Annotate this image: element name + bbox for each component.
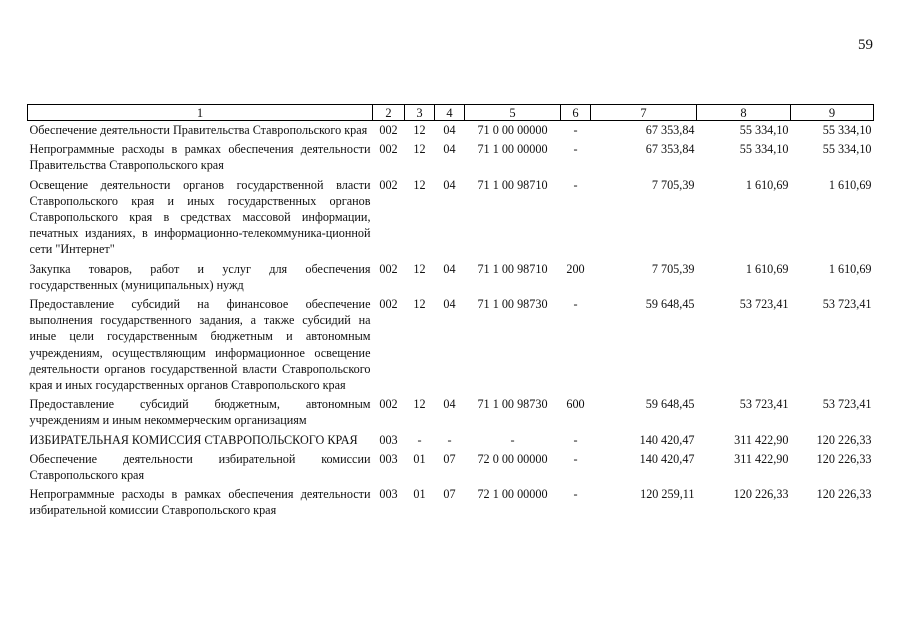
amount-col-8: 311 422,90 — [734, 451, 789, 466]
subsection-code: 04 — [443, 397, 456, 412]
row-name: Непрограммные расходы в рамках обеспечения деятельности избирательной комиссии Ставропольского края — [29, 487, 371, 518]
amount-col-7: 67 353,84 — [645, 123, 695, 137]
section-code: 01 — [413, 487, 426, 502]
amount-col-9: 55 334,10 — [822, 142, 872, 157]
amount-col-9: 120 226,33 — [816, 432, 872, 447]
subsection-code: 04 — [443, 297, 456, 312]
amount-col-8: 55 334,10 — [739, 142, 789, 157]
amount-col-8: 1 610,69 — [745, 261, 789, 276]
amount-col-8: 55 334,10 — [739, 123, 789, 137]
chapter-code: 003 — [379, 487, 398, 502]
section-code: 01 — [413, 451, 426, 466]
chapter-code: 003 — [379, 451, 398, 466]
header-cell: 1 — [28, 105, 373, 121]
target-article-code: 71 1 00 98710 — [477, 177, 548, 192]
amount-col-7: 7 705,39 — [651, 177, 695, 192]
amount-col-8: 1 610,69 — [745, 177, 789, 192]
expense-type-code: - — [573, 177, 578, 192]
target-article-code: 71 1 00 98730 — [477, 397, 548, 412]
row-name: Обеспечение деятельности избирательной комиссии Ставропольского края — [29, 451, 371, 483]
amount-col-9: 120 226,33 — [816, 487, 872, 502]
subsection-code: 04 — [443, 261, 456, 276]
amount-col-9: 1 610,69 — [828, 177, 872, 192]
row-name: Обеспечение деятельности Правительства Ставропольского края — [29, 123, 368, 137]
target-article-code: 71 1 00 98730 — [477, 297, 548, 312]
header-cell: 2 — [373, 105, 405, 121]
row-name: Предоставление субсидий на финансовое обеспечение выполнения государственного задания, а также субсидий на иные цели государственным бюджетным и автономным учреждениям, осуществляющим информационное освещение деятельности органов государственной власти Ставропольского края и иных государственных органов Ставропольского края — [29, 297, 371, 393]
subsection-code: 04 — [443, 177, 456, 192]
expense-type-code: - — [573, 432, 578, 447]
subsection-code: 04 — [443, 142, 456, 157]
chapter-code: 002 — [379, 142, 398, 157]
section-code: 12 — [413, 142, 426, 157]
chapter-code: 002 — [379, 123, 398, 137]
header-cell: 6 — [561, 105, 591, 121]
amount-col-7: 59 648,45 — [645, 397, 695, 412]
chapter-code: 002 — [379, 261, 398, 276]
row-name: ИЗБИРАТЕЛЬНАЯ КОМИССИЯ СТАВРОПОЛЬСКОГО КРАЯ — [29, 432, 358, 447]
amount-col-8: 53 723,41 — [739, 297, 789, 312]
row-name: Непрограммные расходы в рамках обеспечения деятельности Правительства Ставропольского края — [29, 142, 371, 173]
expense-type-code: - — [573, 487, 578, 502]
chapter-code: 002 — [379, 397, 398, 412]
table-row — [28, 293, 874, 393]
section-code: - — [417, 432, 422, 447]
table-row — [28, 258, 874, 293]
amount-col-7: 59 648,45 — [645, 297, 695, 312]
header-cell: 3 — [405, 105, 435, 121]
section-code: 12 — [413, 397, 426, 412]
expense-type-code: - — [573, 297, 578, 312]
amount-col-7: 67 353,84 — [645, 142, 695, 157]
subsection-code: 07 — [443, 487, 456, 502]
table-row — [28, 174, 874, 258]
chapter-code: 003 — [379, 432, 398, 447]
target-article-code: 71 1 00 00000 — [477, 142, 548, 157]
amount-col-9: 53 723,41 — [822, 397, 872, 412]
amount-col-9: 55 334,10 — [822, 123, 872, 137]
table-row — [28, 448, 874, 483]
section-code: 12 — [413, 123, 426, 137]
table-row — [28, 393, 874, 428]
table-row — [28, 429, 874, 448]
header-cell: 9 — [791, 105, 874, 121]
expense-type-code: 600 — [566, 397, 585, 412]
amount-col-7: 120 259,11 — [640, 487, 695, 502]
amount-col-7: 140 420,47 — [639, 451, 695, 466]
amount-col-7: 140 420,47 — [639, 432, 695, 447]
expense-type-code: 200 — [566, 261, 585, 276]
chapter-code: 002 — [379, 177, 398, 192]
header-cell: 8 — [697, 105, 791, 121]
header-cell: 5 — [465, 105, 561, 121]
subsection-code: 04 — [443, 123, 456, 137]
budget-table — [27, 104, 874, 519]
row-name: Закупка товаров, работ и услуг для обеспечения государственных (муниципальных) нужд — [29, 261, 371, 292]
expense-type-code: - — [573, 451, 578, 466]
expense-type-code: - — [573, 123, 578, 137]
amount-col-8: 120 226,33 — [733, 487, 789, 502]
amount-col-8: 311 422,90 — [734, 432, 789, 447]
section-code: 12 — [413, 177, 426, 192]
amount-col-9: 120 226,33 — [816, 451, 872, 466]
target-article-code: 72 0 00 00000 — [477, 451, 548, 466]
table-row — [28, 138, 874, 173]
table-row — [28, 483, 874, 518]
section-code: 12 — [413, 261, 426, 276]
header-cell: 4 — [435, 105, 465, 121]
row-name: Освещение деятельности органов государственной власти Ставропольского края и иных государственных органов Ставропольского края в средствах массовой информации, печатных изданиях, в информационно-телекоммуника-ционной сети "Интернет" — [29, 177, 371, 257]
amount-col-9: 53 723,41 — [822, 297, 872, 312]
chapter-code: 002 — [379, 297, 398, 312]
subsection-code: 07 — [443, 451, 456, 466]
expense-type-code: - — [573, 142, 578, 157]
amount-col-9: 1 610,69 — [828, 261, 872, 276]
row-name: Предоставление субсидий бюджетным, автономным учреждениям и иным некоммерческим организациям — [29, 397, 371, 428]
target-article-code: 71 1 00 98710 — [477, 261, 548, 276]
subsection-code: - — [447, 432, 452, 447]
target-article-code: 71 0 00 00000 — [477, 123, 548, 137]
header-row — [28, 105, 874, 121]
target-article-code: 72 1 00 00000 — [477, 487, 548, 502]
header-cell: 7 — [591, 105, 697, 121]
amount-col-7: 7 705,39 — [651, 261, 695, 276]
table-row — [28, 121, 874, 139]
target-article-code: - — [510, 432, 515, 447]
section-code: 12 — [413, 297, 426, 312]
amount-col-8: 53 723,41 — [739, 397, 789, 412]
page-number: 59 — [858, 37, 873, 53]
